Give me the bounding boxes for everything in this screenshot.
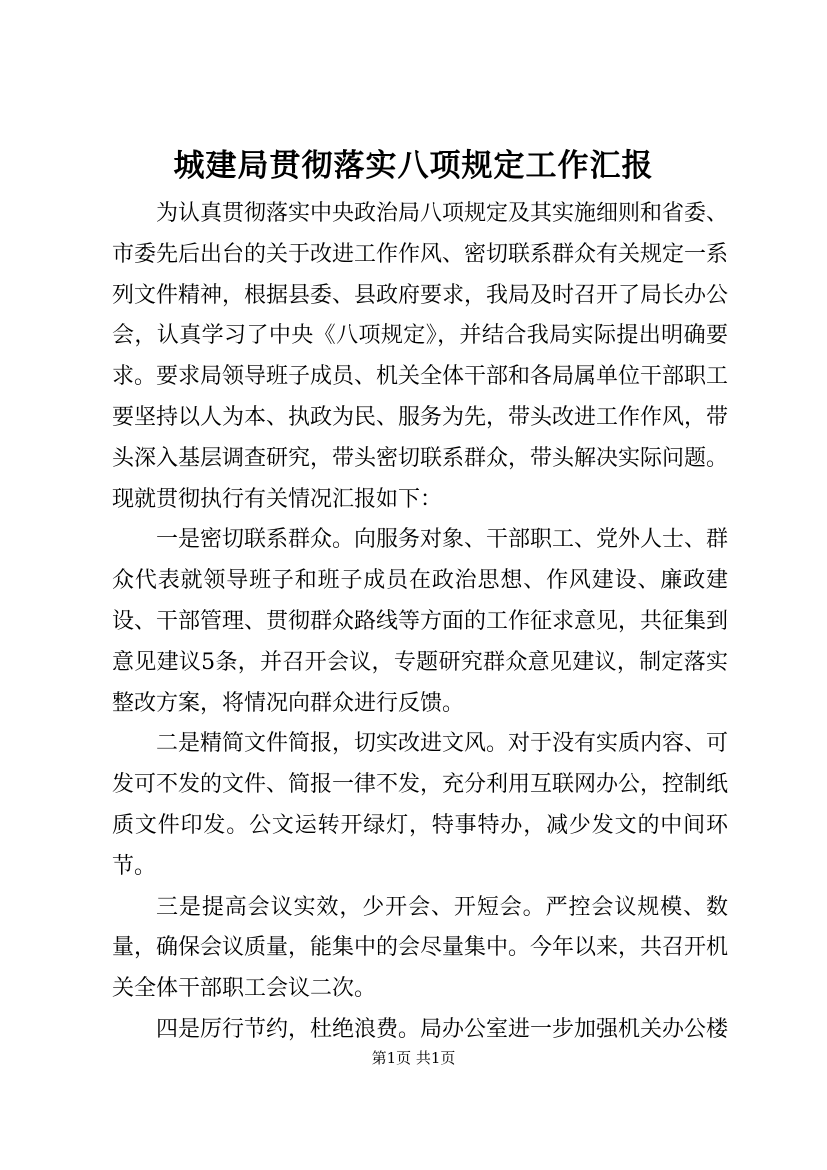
paragraph-item-4: 四是厉行节约，杜绝浪费。局办公室进一步加强机关办公楼 [156,1016,729,1042]
paragraph-item-2: 二是精简文件简报，切实改进文风。对于没有实质内容、可发可不发的文件、简报一律不发，充分利用互联网办公，控制纸质文件印发。公文运转开绿灯，特事特办，减少发文的中间环节。 [112,731,729,879]
document-body [112,194,728,1051]
page-footer: 第1页 共1页 [371,1049,456,1067]
paragraph-item-3: 三是提高会议实效，少开会、开短会。严控会议规模、数量，确保会议质量，能集中的会尽量集中。今年以来，共召开机关全体干部职工会议二次。 [112,894,729,1002]
paragraph-intro: 为认真贯彻落实中央政治局八项规定及其实施细则和省委、市委先后出台的关于改进工作作风、密切联系群众有关规定一系列文件精神，根据县委、县政府要求，我局及时召开了局长办公会，认真学习了中央《八项规定》，并结合我局实际提出明确要求。要求局领导班子成员、机关全体干部和各局属单位干部职工要坚持以人为本、执政为民、服务为先，带头改进工作作风，带头深入基层调查研究，带头密切联系群众，带头解决实际问题。现就贯彻执行有关情况汇报如下： [112,201,729,512]
paragraph-item-1: 一是密切联系群众。向服务对象、干部职工、党外人士、群众代表就领导班子和班子成员在政治思想、作风建设、廉政建设、干部管理、贯彻群众路线等方面的工作征求意见，共征集到意见建议5条，并召开会议，专题研究群众意见建议，制定落实整改方案，将情况向群众进行反馈。 [112,527,729,716]
document-title: 城建局贯彻落实八项规定工作汇报 [173,148,654,184]
